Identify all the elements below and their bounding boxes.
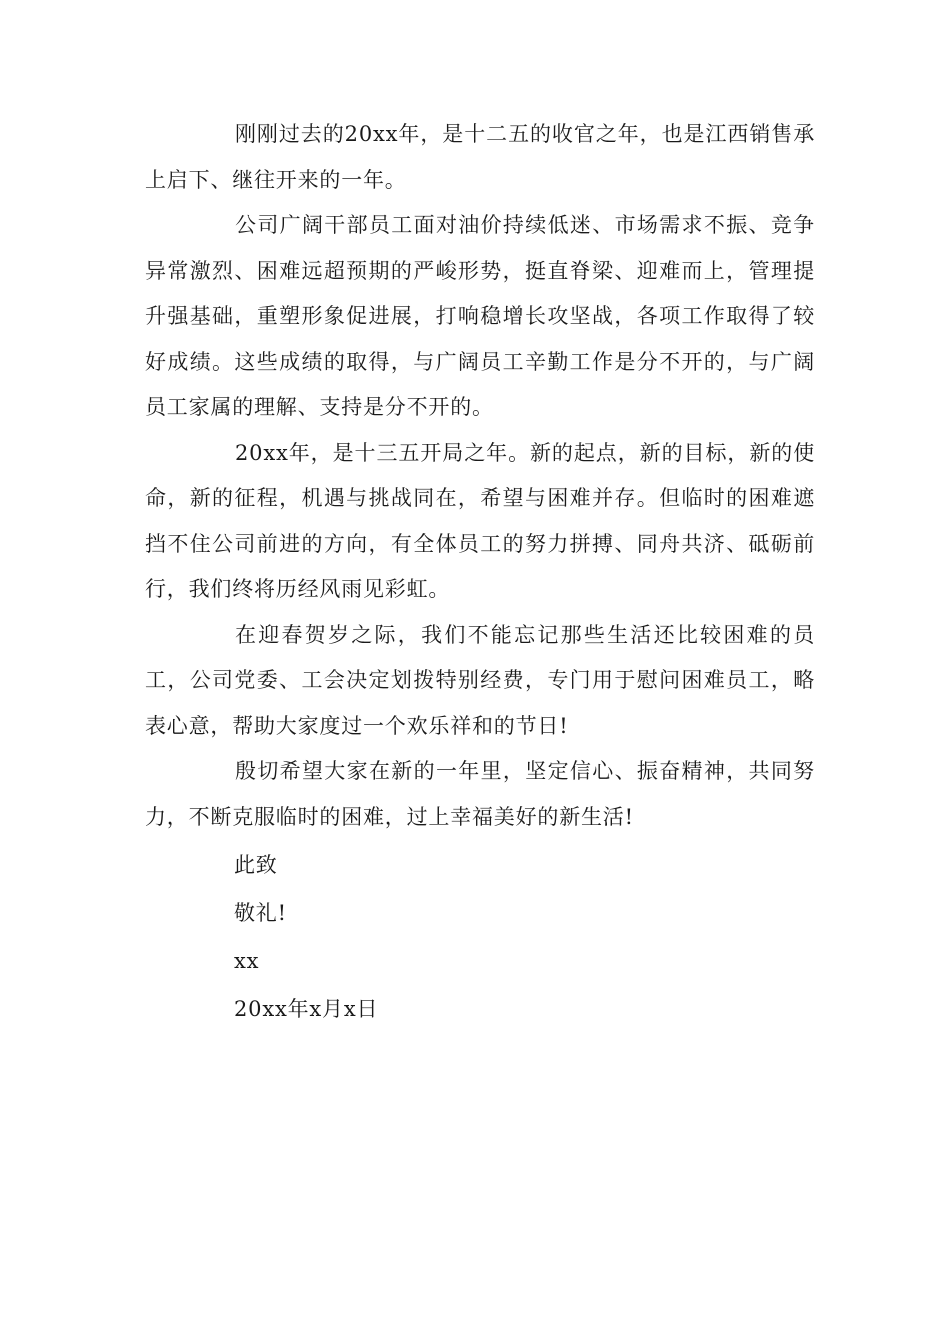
paragraph-4: 在迎春贺岁之际，我们不能忘记那些生活还比较困难的员工，公司党委、工会决定划拨特别经费，专门用于慰问困难员工，略表心意，帮助大家度过一个欢乐祥和的节日!: [145, 622, 815, 738]
closing-regards: 敬礼!: [234, 901, 287, 925]
letter-body: [145, 112, 815, 840]
letter-closing: [234, 841, 378, 1033]
closing-date: 20xx年x月x日: [234, 997, 379, 1021]
closing-signature: xx: [234, 949, 260, 973]
paragraph-5: 殷切希望大家在新的一年里，坚定信心、振奋精神，共同努力，不断克服临时的困难，过上幸福美好的新生活!: [145, 759, 815, 829]
closing-salutation: 此致: [234, 853, 278, 877]
paragraph-2: 公司广阔干部员工面对油价持续低迷、市场需求不振、竞争异常激烈、困难远超预期的严峻形势，挺直脊梁、迎难而上，管理提升强基础，重塑形象促进展，打响稳增长攻坚战，各项工作取得了较好成绩。这些成绩的取得，与广阔员工辛勤工作是分不开的，与广阔员工家属的理解、支持是分不开的。: [145, 213, 815, 419]
paragraph-3: 20xx年，是十三五开局之年。新的起点，新的目标，新的使命，新的征程，机遇与挑战同在，希望与困难并存。但临时的困难遮挡不住公司前进的方向，有全体员工的努力拼搏、同舟共济、砥砺前行，我们终将历经风雨见彩虹。: [145, 440, 815, 601]
paragraph-1: 刚刚过去的20xx年，是十二五的收官之年，也是江西销售承上启下、继往开来的一年。: [145, 122, 815, 192]
